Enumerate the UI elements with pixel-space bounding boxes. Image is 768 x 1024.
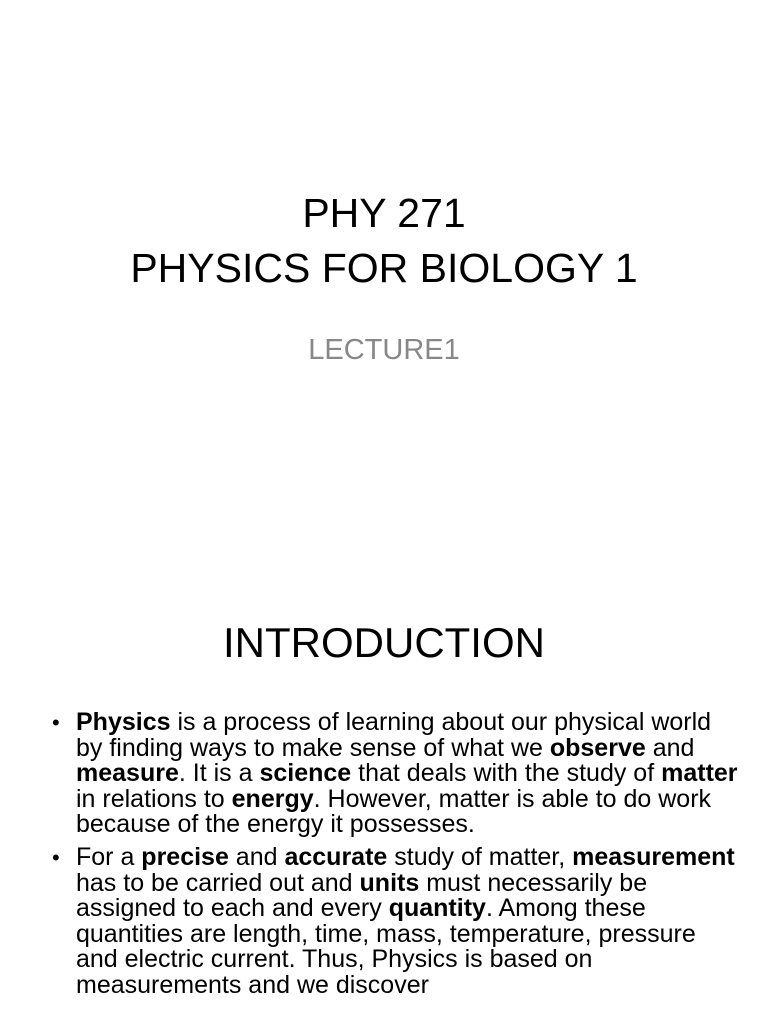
bullet-text: . It is a (178, 759, 260, 788)
bullet-text: study of matter, (387, 842, 573, 871)
bullet-text: must necessarily be assigned to each and every (76, 868, 648, 923)
bullet-text: . Among these quantities are length, time, mass, temperature, pressure and electric current. Thus, Physics is based on measurements and we discover (76, 894, 696, 999)
bullet-text: For a (76, 842, 142, 871)
bullet-text: that deals with the study of (351, 759, 662, 788)
bullet-list (52, 710, 742, 1006)
bold-term: energy (231, 784, 314, 813)
bullet-text: is a process of learning about our physical world by finding ways to make sense of what we (76, 708, 712, 762)
section-title: INTRODUCTION (223, 619, 545, 666)
bold-term: measure (76, 759, 179, 788)
bold-term: precise (141, 842, 229, 871)
lecture-label: LECTURE1 (308, 334, 460, 366)
bold-term: Physics (76, 708, 171, 736)
course-title: PHYSICS FOR BIOLOGY 1 (130, 245, 638, 291)
bullet-text: and (228, 842, 285, 871)
bold-term: accurate (284, 842, 388, 871)
bold-term: quantity (388, 894, 486, 923)
bold-term: science (259, 759, 352, 788)
bold-term: measurement (572, 842, 735, 871)
bullet-text: has to be carried out and (76, 868, 360, 897)
course-code: PHY 271 (302, 190, 466, 236)
bullet-dot-icon: • (52, 844, 60, 870)
bold-term: units (359, 868, 420, 897)
bullet-text: and (645, 733, 695, 762)
bullet-item (52, 842, 742, 999)
bullet-dot-icon: • (52, 710, 60, 735)
bullet-text: . However, matter is able to do work because of the energy it possesses. (76, 784, 712, 839)
bullet-text: in relations to (76, 784, 232, 813)
bullet-item (52, 710, 742, 838)
introduction-slide (0, 512, 768, 1024)
bold-term: matter (661, 759, 738, 788)
bold-term: observe (549, 733, 646, 762)
